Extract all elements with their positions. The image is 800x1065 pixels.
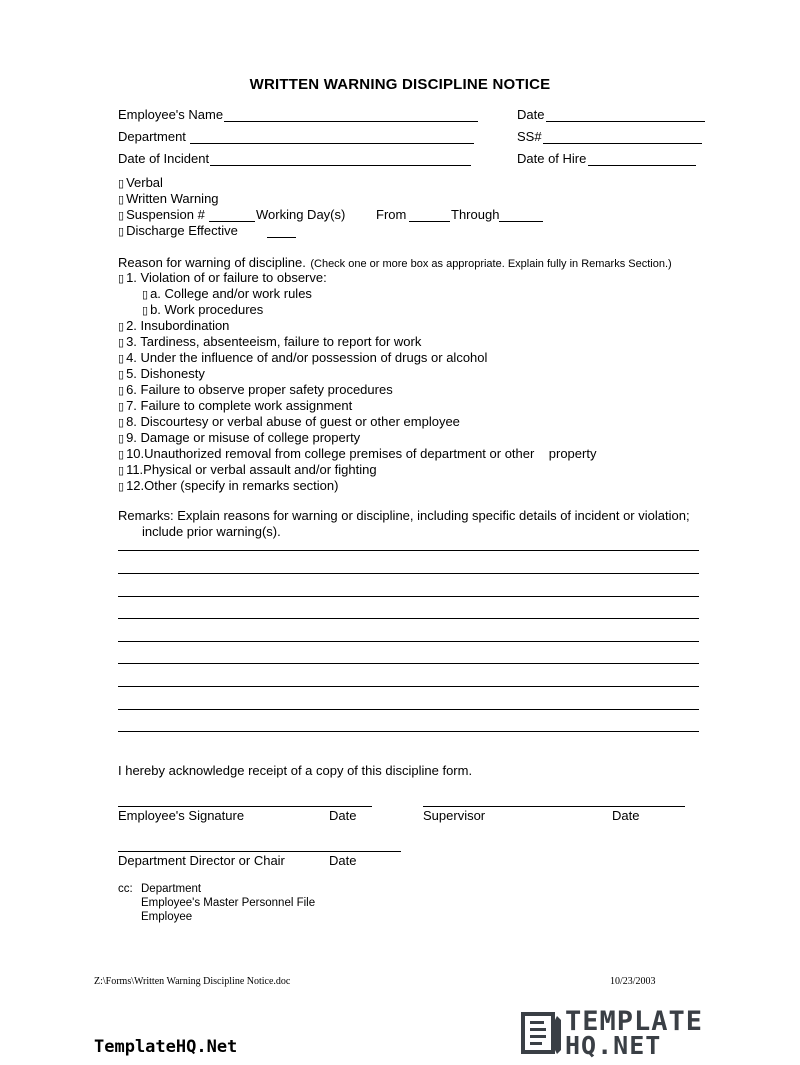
checkbox-icon[interactable]: ▯ bbox=[118, 417, 125, 429]
checkbox-icon[interactable]: ▯ bbox=[118, 385, 125, 397]
brand-text-right-top: TEMPLATE bbox=[565, 1006, 704, 1037]
director-date-label: Date bbox=[329, 853, 357, 868]
checkbox-icon[interactable]: ▯ bbox=[118, 210, 125, 222]
director-label: Department Director or Chair bbox=[118, 853, 285, 868]
reason-item[interactable]: ▯ a. College and/or work rules bbox=[142, 286, 312, 301]
cc-personnel-file: Employee's Master Personnel File bbox=[141, 897, 316, 909]
reason-item[interactable]: ▯ 3. Tardiness, absenteeism, failure to report for work bbox=[118, 334, 422, 349]
remarks-line[interactable] bbox=[118, 618, 699, 619]
reason-item[interactable]: ▯ 12.Other (specify in remarks section) bbox=[118, 478, 339, 493]
ss-label: SS# bbox=[517, 129, 542, 144]
document-logo-icon bbox=[521, 1010, 563, 1056]
file-path: Z:\Forms\Written Warning Discipline Notice.doc bbox=[94, 976, 291, 987]
checkbox-icon[interactable]: ▯ bbox=[142, 305, 149, 317]
date-label: Date bbox=[517, 107, 545, 122]
supervisor-label: Supervisor bbox=[423, 808, 486, 823]
suspension-label: Suspension # bbox=[126, 207, 205, 222]
reason-item[interactable]: ▯ 5. Dishonesty bbox=[118, 366, 205, 381]
checkbox-icon[interactable]: ▯ bbox=[118, 273, 125, 285]
checkbox-icon[interactable]: ▯ bbox=[118, 481, 125, 493]
reason-item[interactable]: ▯ b. Work procedures bbox=[142, 302, 264, 317]
cc-label: cc: bbox=[118, 883, 133, 895]
page-title: WRITTEN WARNING DISCIPLINE NOTICE bbox=[249, 76, 551, 93]
checkbox-icon[interactable]: ▯ bbox=[118, 194, 125, 206]
supervisor-date-label: Date bbox=[612, 808, 640, 823]
supervisor-signature-line[interactable] bbox=[423, 806, 685, 807]
reason-item[interactable]: ▯ 1. Violation of or failure to observe: bbox=[118, 270, 327, 285]
discharge-option[interactable] bbox=[118, 223, 238, 238]
verbal-label: Verbal bbox=[126, 175, 163, 190]
written-warning-label: Written Warning bbox=[126, 191, 219, 206]
through-label: Through bbox=[451, 207, 500, 222]
reason-item[interactable]: ▯ 11.Physical or verbal assault and/or fighting bbox=[118, 462, 377, 477]
checkbox-icon[interactable]: ▯ bbox=[118, 178, 125, 190]
brand-text-right-bottom: HQ.NET bbox=[565, 1031, 662, 1060]
cc-employee: Employee bbox=[141, 911, 193, 923]
employee-date-label: Date bbox=[329, 808, 357, 823]
employee-signature-label: Employee's Signature bbox=[118, 808, 245, 823]
employee-name-label: Employee's Name bbox=[118, 107, 224, 122]
checkbox-icon[interactable]: ▯ bbox=[118, 449, 125, 461]
reason-item[interactable]: ▯ 4. Under the influence of and/or possession of drugs or alcohol bbox=[118, 350, 488, 365]
checkbox-icon[interactable]: ▯ bbox=[118, 433, 125, 445]
hire-date-label: Date of Hire bbox=[517, 151, 587, 166]
reason-item[interactable]: ▯ 6. Failure to observe proper safety procedures bbox=[118, 382, 393, 397]
acknowledge-text: I hereby acknowledge receipt of a copy of this discipline form. bbox=[118, 763, 473, 778]
employee-signature-line[interactable] bbox=[118, 806, 372, 807]
hire-date-field[interactable] bbox=[588, 165, 696, 166]
director-signature-line[interactable] bbox=[118, 851, 401, 852]
remarks-sub-label: include prior warning(s). bbox=[142, 524, 281, 539]
reason-item[interactable]: ▯ 2. Insubordination bbox=[118, 318, 230, 333]
suspension-number-field[interactable] bbox=[209, 221, 255, 222]
remarks-label: Remarks: Explain reasons for warning or discipline, including specific details of incident or violation; bbox=[118, 508, 690, 523]
remarks-line[interactable] bbox=[118, 641, 699, 642]
reason-note: (Check one or more box as appropriate. Explain fully in Remarks Section.) bbox=[310, 258, 672, 270]
department-label: Department bbox=[118, 129, 186, 144]
remarks-line[interactable] bbox=[118, 686, 699, 687]
remarks-line[interactable] bbox=[118, 709, 699, 710]
checkbox-icon[interactable]: ▯ bbox=[118, 401, 125, 413]
checkbox-icon[interactable]: ▯ bbox=[118, 321, 125, 333]
incident-date-label: Date of Incident bbox=[118, 151, 210, 166]
reason-item[interactable]: ▯ 9. Damage or misuse of college property bbox=[118, 430, 361, 445]
date-field[interactable] bbox=[546, 121, 705, 122]
through-field[interactable] bbox=[499, 221, 543, 222]
cc-department: Department bbox=[141, 883, 202, 895]
working-days-label: Working Day(s) bbox=[256, 207, 346, 222]
incident-date-field[interactable] bbox=[210, 165, 471, 166]
department-field[interactable] bbox=[190, 143, 474, 144]
remarks-line[interactable] bbox=[118, 731, 699, 732]
remarks-line[interactable] bbox=[118, 596, 699, 597]
written-warning-option[interactable] bbox=[118, 191, 219, 206]
checkbox-icon[interactable]: ▯ bbox=[118, 226, 125, 238]
from-field[interactable] bbox=[409, 221, 450, 222]
reason-item[interactable]: ▯ 10.Unauthorized removal from college premises of department or other property bbox=[118, 446, 597, 461]
remarks-line[interactable] bbox=[118, 663, 699, 664]
verbal-option[interactable] bbox=[118, 175, 163, 190]
discharge-date-field[interactable] bbox=[267, 237, 296, 238]
checkbox-icon[interactable]: ▯ bbox=[142, 289, 149, 301]
reason-intro: Reason for warning of discipline. bbox=[118, 255, 306, 270]
ss-field[interactable] bbox=[543, 143, 702, 144]
reason-item[interactable]: ▯ 7. Failure to complete work assignment bbox=[118, 398, 353, 413]
reason-item[interactable]: ▯ 8. Discourtesy or verbal abuse of guest or other employee bbox=[118, 414, 460, 429]
discharge-label: Discharge Effective bbox=[126, 223, 238, 238]
suspension-option[interactable] bbox=[118, 207, 205, 222]
remarks-line[interactable] bbox=[118, 550, 699, 551]
remarks-line[interactable] bbox=[118, 573, 699, 574]
brand-text-left: TemplateHQ.Net bbox=[94, 1037, 238, 1057]
checkbox-icon[interactable]: ▯ bbox=[118, 369, 125, 381]
checkbox-icon[interactable]: ▯ bbox=[118, 465, 125, 477]
checkbox-icon[interactable]: ▯ bbox=[118, 353, 125, 365]
document-date: 10/23/2003 bbox=[610, 976, 656, 987]
checkbox-icon[interactable]: ▯ bbox=[118, 337, 125, 349]
employee-name-field[interactable] bbox=[224, 121, 478, 122]
from-label: From bbox=[376, 207, 407, 222]
